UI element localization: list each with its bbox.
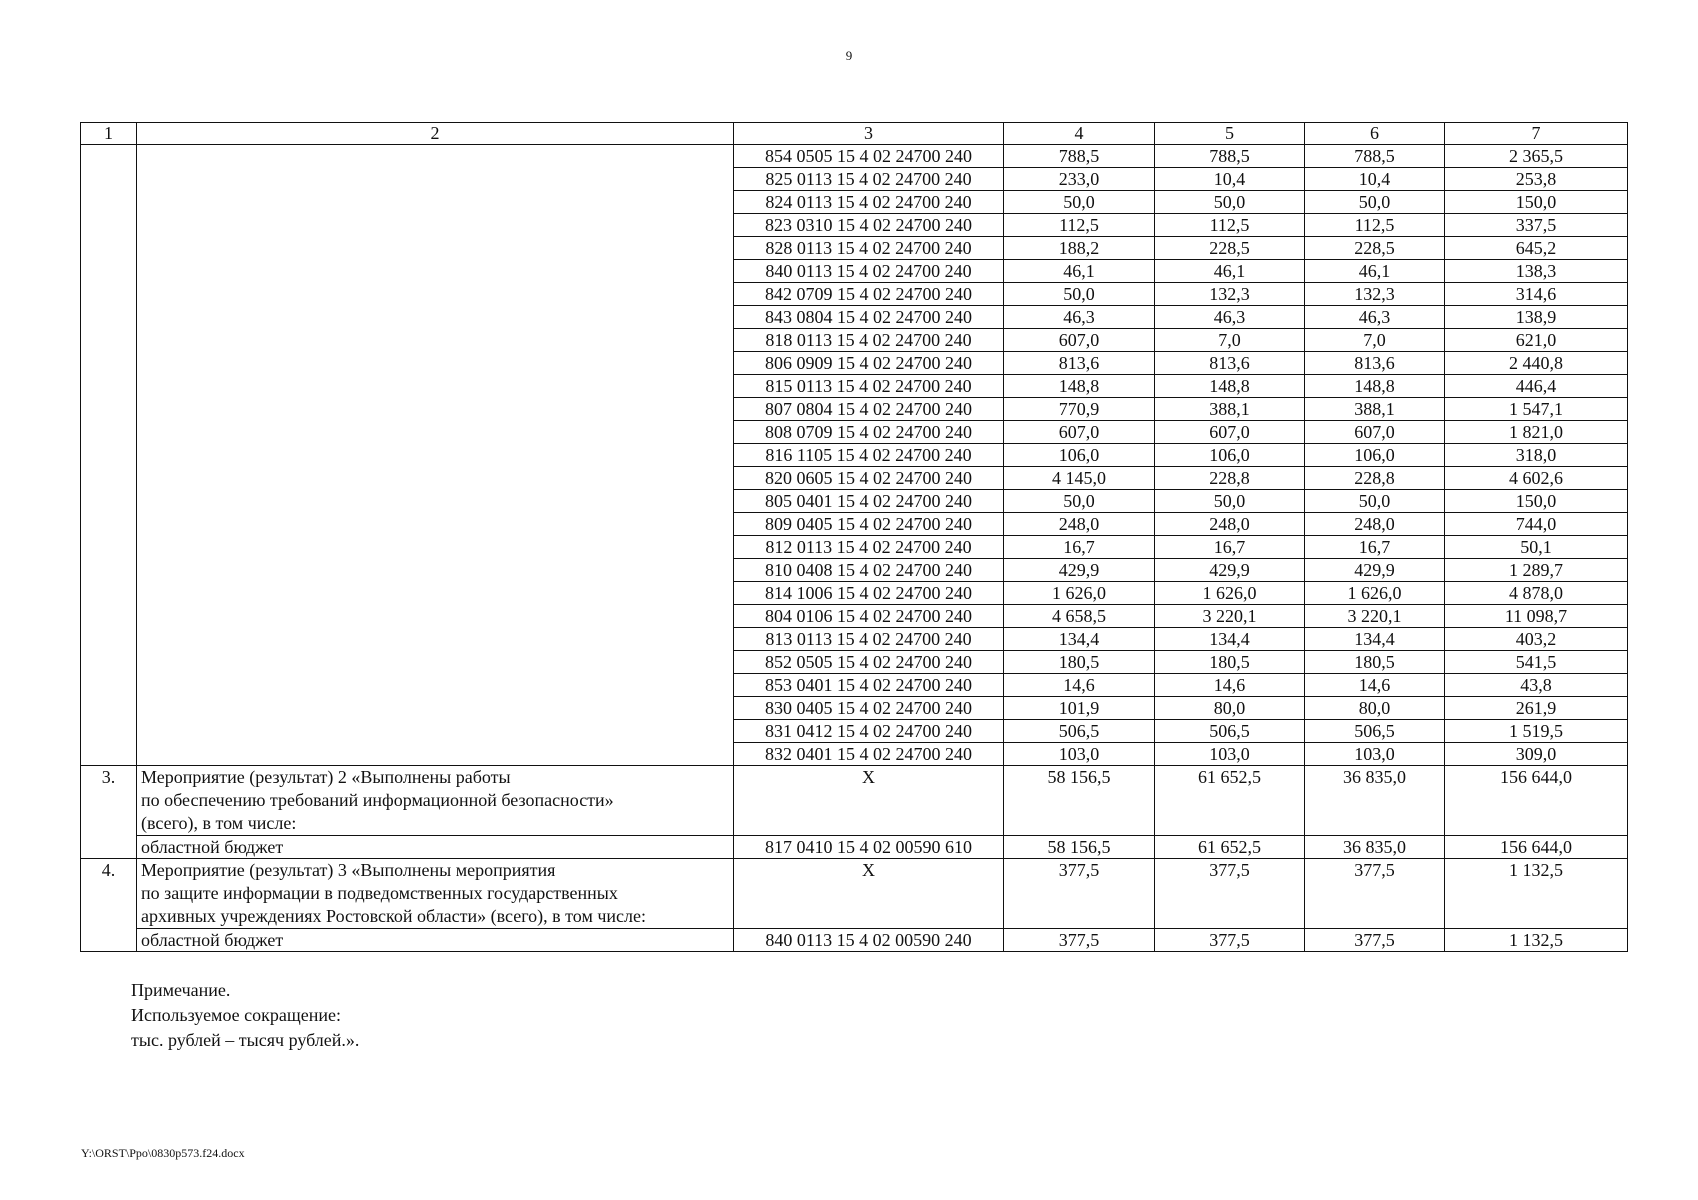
- value-cell-col7: 314,6: [1445, 283, 1628, 306]
- value-cell-col7: 403,2: [1445, 628, 1628, 651]
- value-cell-col6: 46,1: [1305, 260, 1445, 283]
- budget-code-cell: 832 0401 15 4 02 24700 240: [734, 743, 1004, 766]
- table-body: [81, 123, 1628, 952]
- budget-code-cell: 804 0106 15 4 02 24700 240: [734, 605, 1004, 628]
- value-cell-col5: 103,0: [1155, 743, 1305, 766]
- value-cell-col4: 46,3: [1004, 306, 1155, 329]
- value-cell-col4: 46,1: [1004, 260, 1155, 283]
- value-cell-col4: 788,5: [1004, 145, 1155, 168]
- measure-row: [81, 766, 1628, 836]
- value-cell-col4: 16,7: [1004, 536, 1155, 559]
- value-cell-col6: 50,0: [1305, 490, 1445, 513]
- value-cell-col4: 607,0: [1004, 421, 1155, 444]
- value-cell-col6: 228,8: [1305, 467, 1445, 490]
- header-cell: 2: [137, 123, 734, 145]
- budget-code-cell: 820 0605 15 4 02 24700 240: [734, 467, 1004, 490]
- note-block: [131, 978, 359, 1053]
- budget-code-cell: 807 0804 15 4 02 24700 240: [734, 398, 1004, 421]
- budget-code-cell: 810 0408 15 4 02 24700 240: [734, 559, 1004, 582]
- value-cell-col5: 813,6: [1155, 352, 1305, 375]
- value-cell-col5: 3 220,1: [1155, 605, 1305, 628]
- value-cell-col4: 377,5: [1004, 929, 1155, 952]
- value-cell-col7: 11 098,7: [1445, 605, 1628, 628]
- value-cell-col7: 156 644,0: [1445, 766, 1628, 836]
- value-cell-col7: 621,0: [1445, 329, 1628, 352]
- value-cell-col5: 46,3: [1155, 306, 1305, 329]
- value-cell-col6: 788,5: [1305, 145, 1445, 168]
- value-cell-col5: 377,5: [1155, 859, 1305, 929]
- value-cell-col4: 4 658,5: [1004, 605, 1155, 628]
- budget-code-cell: 818 0113 15 4 02 24700 240: [734, 329, 1004, 352]
- value-cell-col7: 1 519,5: [1445, 720, 1628, 743]
- value-cell-col4: 134,4: [1004, 628, 1155, 651]
- value-cell-col6: 132,3: [1305, 283, 1445, 306]
- value-cell-col5: 50,0: [1155, 490, 1305, 513]
- value-cell-col7: 1 289,7: [1445, 559, 1628, 582]
- value-cell-col6: 36 835,0: [1305, 836, 1445, 859]
- value-cell-col4: 14,6: [1004, 674, 1155, 697]
- value-cell-col4: 377,5: [1004, 859, 1155, 929]
- budget-code-cell: 843 0804 15 4 02 24700 240: [734, 306, 1004, 329]
- budget-code-cell: 842 0709 15 4 02 24700 240: [734, 283, 1004, 306]
- budget-code-cell: 812 0113 15 4 02 24700 240: [734, 536, 1004, 559]
- value-cell-col7: 744,0: [1445, 513, 1628, 536]
- budget-code-cell: 806 0909 15 4 02 24700 240: [734, 352, 1004, 375]
- note-line: Используемое сокращение:: [131, 1005, 341, 1025]
- budget-code-cell: 815 0113 15 4 02 24700 240: [734, 375, 1004, 398]
- header-cell: 5: [1155, 123, 1305, 145]
- measure-row: [81, 859, 1628, 929]
- budget-code-cell: X: [734, 766, 1004, 836]
- value-cell-col7: 541,5: [1445, 651, 1628, 674]
- value-cell-col5: 180,5: [1155, 651, 1305, 674]
- value-cell-col7: 150,0: [1445, 490, 1628, 513]
- value-cell-col5: 248,0: [1155, 513, 1305, 536]
- value-cell-col4: 607,0: [1004, 329, 1155, 352]
- header-cell: 3: [734, 123, 1004, 145]
- value-cell-col6: 16,7: [1305, 536, 1445, 559]
- value-cell-col4: 813,6: [1004, 352, 1155, 375]
- page-number: 9: [845, 48, 853, 63]
- value-cell-col7: 138,3: [1445, 260, 1628, 283]
- value-cell-col7: 156 644,0: [1445, 836, 1628, 859]
- value-cell-col6: 10,4: [1305, 168, 1445, 191]
- budget-code-cell: 852 0505 15 4 02 24700 240: [734, 651, 1004, 674]
- budget-source-row: [81, 929, 1628, 952]
- value-cell-col5: 228,8: [1155, 467, 1305, 490]
- value-cell-col5: 61 652,5: [1155, 766, 1305, 836]
- measure-title-line: (всего), в том числе:: [141, 813, 297, 833]
- note-heading: Примечание.: [131, 980, 231, 1000]
- budget-code-cell: 823 0310 15 4 02 24700 240: [734, 214, 1004, 237]
- budget-code-cell: 805 0401 15 4 02 24700 240: [734, 490, 1004, 513]
- value-cell-col7: 645,2: [1445, 237, 1628, 260]
- budget-code-cell: 840 0113 15 4 02 24700 240: [734, 260, 1004, 283]
- value-cell-col5: 16,7: [1155, 536, 1305, 559]
- value-cell-col4: 112,5: [1004, 214, 1155, 237]
- measure-number-cell: 4.: [81, 859, 137, 952]
- value-cell-col4: 50,0: [1004, 283, 1155, 306]
- value-cell-col5: 132,3: [1155, 283, 1305, 306]
- value-cell-col6: 46,3: [1305, 306, 1445, 329]
- header-cell: 6: [1305, 123, 1445, 145]
- value-cell-col5: 80,0: [1155, 697, 1305, 720]
- value-cell-col6: 1 626,0: [1305, 582, 1445, 605]
- value-cell-col4: 103,0: [1004, 743, 1155, 766]
- note-line: тыс. рублей – тысяч рублей.».: [131, 1030, 360, 1050]
- value-cell-col7: 446,4: [1445, 375, 1628, 398]
- value-cell-col4: 248,0: [1004, 513, 1155, 536]
- value-cell-col5: 7,0: [1155, 329, 1305, 352]
- budget-code-cell: 808 0709 15 4 02 24700 240: [734, 421, 1004, 444]
- value-cell-col6: 813,6: [1305, 352, 1445, 375]
- value-cell-col5: 429,9: [1155, 559, 1305, 582]
- value-cell-col7: 1 132,5: [1445, 929, 1628, 952]
- value-cell-col5: 61 652,5: [1155, 836, 1305, 859]
- value-cell-col6: 429,9: [1305, 559, 1445, 582]
- value-cell-col6: 103,0: [1305, 743, 1445, 766]
- budget-source-row: [81, 836, 1628, 859]
- budget-code-cell: 853 0401 15 4 02 24700 240: [734, 674, 1004, 697]
- value-cell-col7: 309,0: [1445, 743, 1628, 766]
- value-cell-col7: 2 365,5: [1445, 145, 1628, 168]
- value-cell-col5: 377,5: [1155, 929, 1305, 952]
- budget-source-label: областной бюджет: [137, 836, 734, 859]
- value-cell-col4: 101,9: [1004, 697, 1155, 720]
- value-cell-col5: 388,1: [1155, 398, 1305, 421]
- value-cell-col4: 50,0: [1004, 191, 1155, 214]
- value-cell-col4: 4 145,0: [1004, 467, 1155, 490]
- budget-code-cell: 825 0113 15 4 02 24700 240: [734, 168, 1004, 191]
- value-cell-col4: 429,9: [1004, 559, 1155, 582]
- value-cell-col7: 50,1: [1445, 536, 1628, 559]
- value-cell-col5: 607,0: [1155, 421, 1305, 444]
- description-cell: [137, 145, 734, 766]
- budget-code-cell: 816 1105 15 4 02 24700 240: [734, 444, 1004, 467]
- value-cell-col5: 1 626,0: [1155, 582, 1305, 605]
- measure-title-cell: [137, 859, 734, 929]
- value-cell-col6: 112,5: [1305, 214, 1445, 237]
- value-cell-col5: 106,0: [1155, 444, 1305, 467]
- budget-code-cell: 828 0113 15 4 02 24700 240: [734, 237, 1004, 260]
- value-cell-col7: 1 547,1: [1445, 398, 1628, 421]
- value-cell-col6: 506,5: [1305, 720, 1445, 743]
- document-file-path: Y:\ORST\Ppo\0830p573.f24.docx: [81, 1146, 245, 1160]
- value-cell-col5: 14,6: [1155, 674, 1305, 697]
- measure-title-line: по защите информации в подведомственных государственных: [141, 883, 618, 903]
- header-cell: 4: [1004, 123, 1155, 145]
- budget-code-cell: 817 0410 15 4 02 00590 610: [734, 836, 1004, 859]
- value-cell-col5: 50,0: [1155, 191, 1305, 214]
- value-cell-col7: 138,9: [1445, 306, 1628, 329]
- value-cell-col5: 148,8: [1155, 375, 1305, 398]
- value-cell-col4: 58 156,5: [1004, 766, 1155, 836]
- measure-title-line: Мероприятие (результат) 2 «Выполнены работы: [141, 767, 511, 787]
- budget-code-cell: 840 0113 15 4 02 00590 240: [734, 929, 1004, 952]
- budget-code-cell: 824 0113 15 4 02 24700 240: [734, 191, 1004, 214]
- budget-source-label: областной бюджет: [137, 929, 734, 952]
- value-cell-col6: 388,1: [1305, 398, 1445, 421]
- value-cell-col7: 150,0: [1445, 191, 1628, 214]
- budget-code-cell: 809 0405 15 4 02 24700 240: [734, 513, 1004, 536]
- value-cell-col5: 46,1: [1155, 260, 1305, 283]
- measure-title-line: по обеспечению требований информационной безопасности»: [141, 790, 614, 810]
- value-cell-col6: 36 835,0: [1305, 766, 1445, 836]
- value-cell-col7: 261,9: [1445, 697, 1628, 720]
- value-cell-col6: 7,0: [1305, 329, 1445, 352]
- measure-number-cell: 3.: [81, 766, 137, 859]
- header-cell: 7: [1445, 123, 1628, 145]
- value-cell-col7: 2 440,8: [1445, 352, 1628, 375]
- value-cell-col5: 112,5: [1155, 214, 1305, 237]
- value-cell-col6: 106,0: [1305, 444, 1445, 467]
- value-cell-col5: 10,4: [1155, 168, 1305, 191]
- value-cell-col7: 4 878,0: [1445, 582, 1628, 605]
- budget-code-cell: 813 0113 15 4 02 24700 240: [734, 628, 1004, 651]
- value-cell-col6: 80,0: [1305, 697, 1445, 720]
- measure-title-line: Мероприятие (результат) 3 «Выполнены мероприятия: [141, 860, 556, 880]
- value-cell-col4: 1 626,0: [1004, 582, 1155, 605]
- measure-title-cell: [137, 766, 734, 836]
- value-cell-col7: 318,0: [1445, 444, 1628, 467]
- value-cell-col6: 14,6: [1305, 674, 1445, 697]
- header-cell: 1: [81, 123, 137, 145]
- value-cell-col7: 253,8: [1445, 168, 1628, 191]
- value-cell-col7: 4 602,6: [1445, 467, 1628, 490]
- value-cell-col4: 180,5: [1004, 651, 1155, 674]
- value-cell-col5: 134,4: [1155, 628, 1305, 651]
- value-cell-col6: 228,5: [1305, 237, 1445, 260]
- value-cell-col4: 58 156,5: [1004, 836, 1155, 859]
- value-cell-col6: 148,8: [1305, 375, 1445, 398]
- value-cell-col4: 106,0: [1004, 444, 1155, 467]
- value-cell-col7: 1 132,5: [1445, 859, 1628, 929]
- value-cell-col6: 3 220,1: [1305, 605, 1445, 628]
- budget-code-cell: 830 0405 15 4 02 24700 240: [734, 697, 1004, 720]
- measure-title-line: архивных учреждениях Ростовской области» (всего), в том числе:: [141, 906, 647, 926]
- value-cell-col6: 50,0: [1305, 191, 1445, 214]
- value-cell-col7: 337,5: [1445, 214, 1628, 237]
- value-cell-col5: 228,5: [1155, 237, 1305, 260]
- value-cell-col4: 506,5: [1004, 720, 1155, 743]
- value-cell-col6: 377,5: [1305, 859, 1445, 929]
- value-cell-col4: 233,0: [1004, 168, 1155, 191]
- value-cell-col4: 770,9: [1004, 398, 1155, 421]
- value-cell-col6: 134,4: [1305, 628, 1445, 651]
- value-cell-col4: 148,8: [1004, 375, 1155, 398]
- budget-code-cell: 814 1006 15 4 02 24700 240: [734, 582, 1004, 605]
- value-cell-col6: 180,5: [1305, 651, 1445, 674]
- value-cell-col6: 607,0: [1305, 421, 1445, 444]
- budget-code-cell: 831 0412 15 4 02 24700 240: [734, 720, 1004, 743]
- value-cell-col5: 788,5: [1155, 145, 1305, 168]
- budget-code-cell: X: [734, 859, 1004, 929]
- table-row: [81, 145, 1628, 168]
- budget-table: [80, 122, 1628, 952]
- value-cell-col4: 188,2: [1004, 237, 1155, 260]
- value-cell-col7: 43,8: [1445, 674, 1628, 697]
- row-number-cell: [81, 145, 137, 766]
- value-cell-col6: 248,0: [1305, 513, 1445, 536]
- value-cell-col6: 377,5: [1305, 929, 1445, 952]
- value-cell-col7: 1 821,0: [1445, 421, 1628, 444]
- value-cell-col4: 50,0: [1004, 490, 1155, 513]
- value-cell-col5: 506,5: [1155, 720, 1305, 743]
- budget-code-cell: 854 0505 15 4 02 24700 240: [734, 145, 1004, 168]
- header-row: [81, 123, 1628, 145]
